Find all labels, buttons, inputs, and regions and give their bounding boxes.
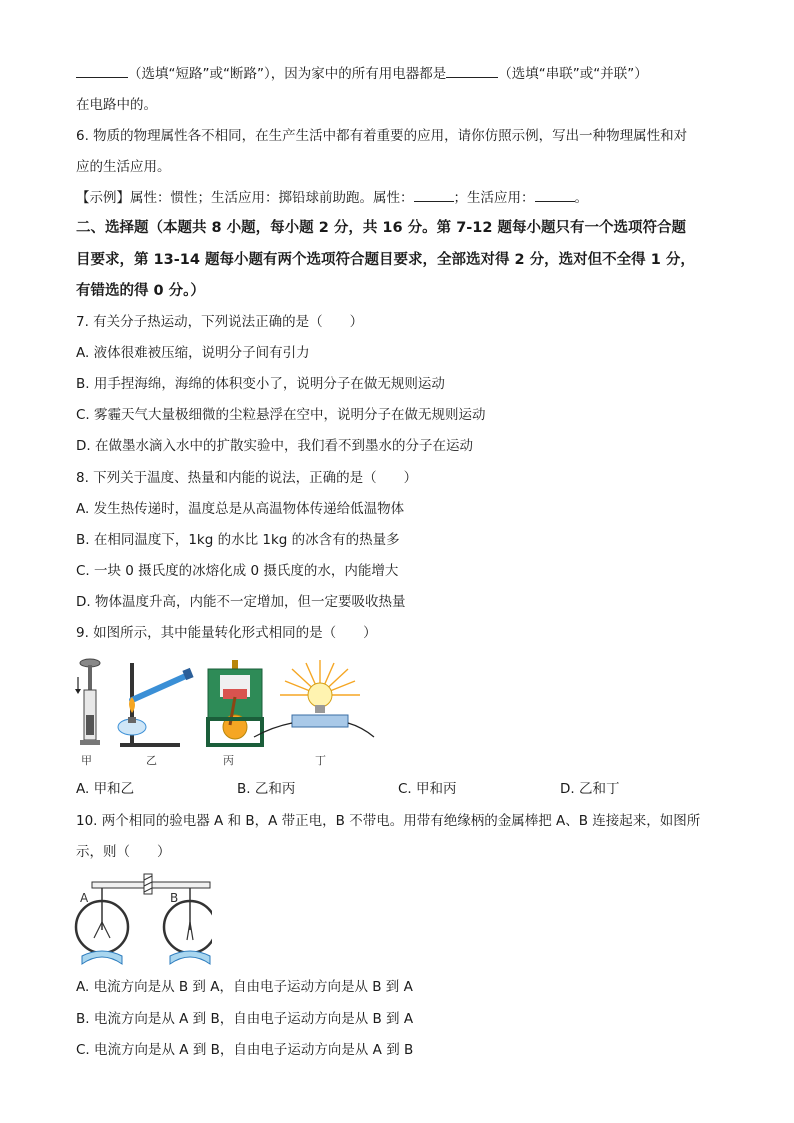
q8-option-d[interactable]: D. 物体温度升高，内能不一定增加，但一定要吸收热量: [76, 594, 406, 610]
q8-option-a[interactable]: A. 发生热传递时，温度总是从高温物体传递给低温物体: [76, 501, 405, 517]
q6-example: 【示例】属性：惯性；生活应用：掷铅球前助跑。属性： ；生活应用： 。: [76, 190, 588, 206]
q9-option-a[interactable]: A. 甲和乙: [76, 781, 135, 797]
electroscope-label-a: A: [80, 891, 89, 905]
q9-stem: 9. 如图所示，其中能量转化形式相同的是（ ）: [76, 625, 377, 641]
q10-option-b[interactable]: B. 电流方向是从 A 到 B，自由电子运动方向是从 B 到 A: [76, 1011, 414, 1027]
q9-option-d[interactable]: D. 乙和丁: [560, 781, 620, 797]
q7-option-a[interactable]: A. 液体很难被压缩，说明分子间有引力: [76, 345, 310, 361]
electroscope-label-b: B: [170, 891, 179, 905]
fire-syringe-figure: [75, 659, 100, 745]
answer-blank[interactable]: [414, 188, 454, 202]
q9-option-c[interactable]: C. 甲和丙: [398, 781, 457, 797]
q9-option-b[interactable]: B. 乙和丙: [237, 781, 296, 797]
q9-figures: [70, 655, 380, 755]
section-2-heading: 二、选择题（本题共 8 小题，每小题 2 分，共 16 分。第 7-12 题每小题只有一个选项符合题: [76, 220, 687, 236]
q9-caption-jia: 甲: [81, 754, 92, 767]
q8-option-c[interactable]: C. 一块 0 摄氏度的冰熔化成 0 摄氏度的水，内能增大: [76, 563, 399, 579]
section-2-heading-3: 有错选的得 0 分。）: [76, 283, 205, 299]
line-1: （选填“短路”或“断路”），因为家中的所有用电器都是 （选填“串联”或“并联”）: [76, 64, 648, 84]
answer-blank[interactable]: [535, 188, 575, 202]
q8-option-b[interactable]: B. 在相同温度下，1kg 的水比 1kg 的冰含有的热量多: [76, 532, 400, 548]
test-tube-heating-figure: [118, 663, 194, 747]
q9-caption-yi: 乙: [146, 754, 157, 767]
engine-figure: [208, 660, 262, 745]
q7-option-c[interactable]: C. 雾霾天气大量极细微的尘粒悬浮在空中，说明分子在做无规则运动: [76, 407, 486, 423]
q10-stem-2: 示，则（ ）: [76, 844, 171, 860]
q10-option-c[interactable]: C. 电流方向是从 A 到 B，自由电子运动方向是从 A 到 B: [76, 1042, 414, 1058]
answer-blank[interactable]: [446, 64, 498, 78]
q7-option-d[interactable]: D. 在做墨水滴入水中的扩散实验中，我们看不到墨水的分子在运动: [76, 438, 473, 454]
q7-stem: 7. 有关分子热运动，下列说法正确的是（ ）: [76, 314, 364, 330]
q6-text-2: 应的生活应用。: [76, 159, 171, 175]
q9-caption-bing: 丙: [223, 754, 234, 767]
section-2-heading-2: 目要求，第 13-14 题每小题有两个选项符合题目要求，全部选对得 2 分，选对但不全得 1 分，: [76, 252, 695, 268]
q10-stem: 10. 两个相同的验电器 A 和 B，A 带正电，B 不带电。用带有绝缘柄的金属棒把 A、B 连接起来，如图所: [76, 813, 701, 829]
q6-text: 6. 物质的物理属性各不相同，在生产生活中都有着重要的应用，请你仿照示例，写出一种物理属性和对: [76, 128, 688, 144]
answer-blank[interactable]: [76, 64, 128, 78]
line-2: 在电路中的。: [76, 97, 157, 113]
q8-stem: 8. 下列关于温度、热量和内能的说法，正确的是（ ）: [76, 470, 418, 486]
electroscope-figure: [72, 872, 212, 967]
q9-caption-ding: 丁: [315, 754, 326, 767]
q10-option-a[interactable]: A. 电流方向是从 B 到 A，自由电子运动方向是从 B 到 A: [76, 979, 413, 995]
light-bulb-figure: [254, 660, 374, 737]
q7-option-b[interactable]: B. 用手捏海绵，海绵的体积变小了，说明分子在做无规则运动: [76, 376, 445, 392]
